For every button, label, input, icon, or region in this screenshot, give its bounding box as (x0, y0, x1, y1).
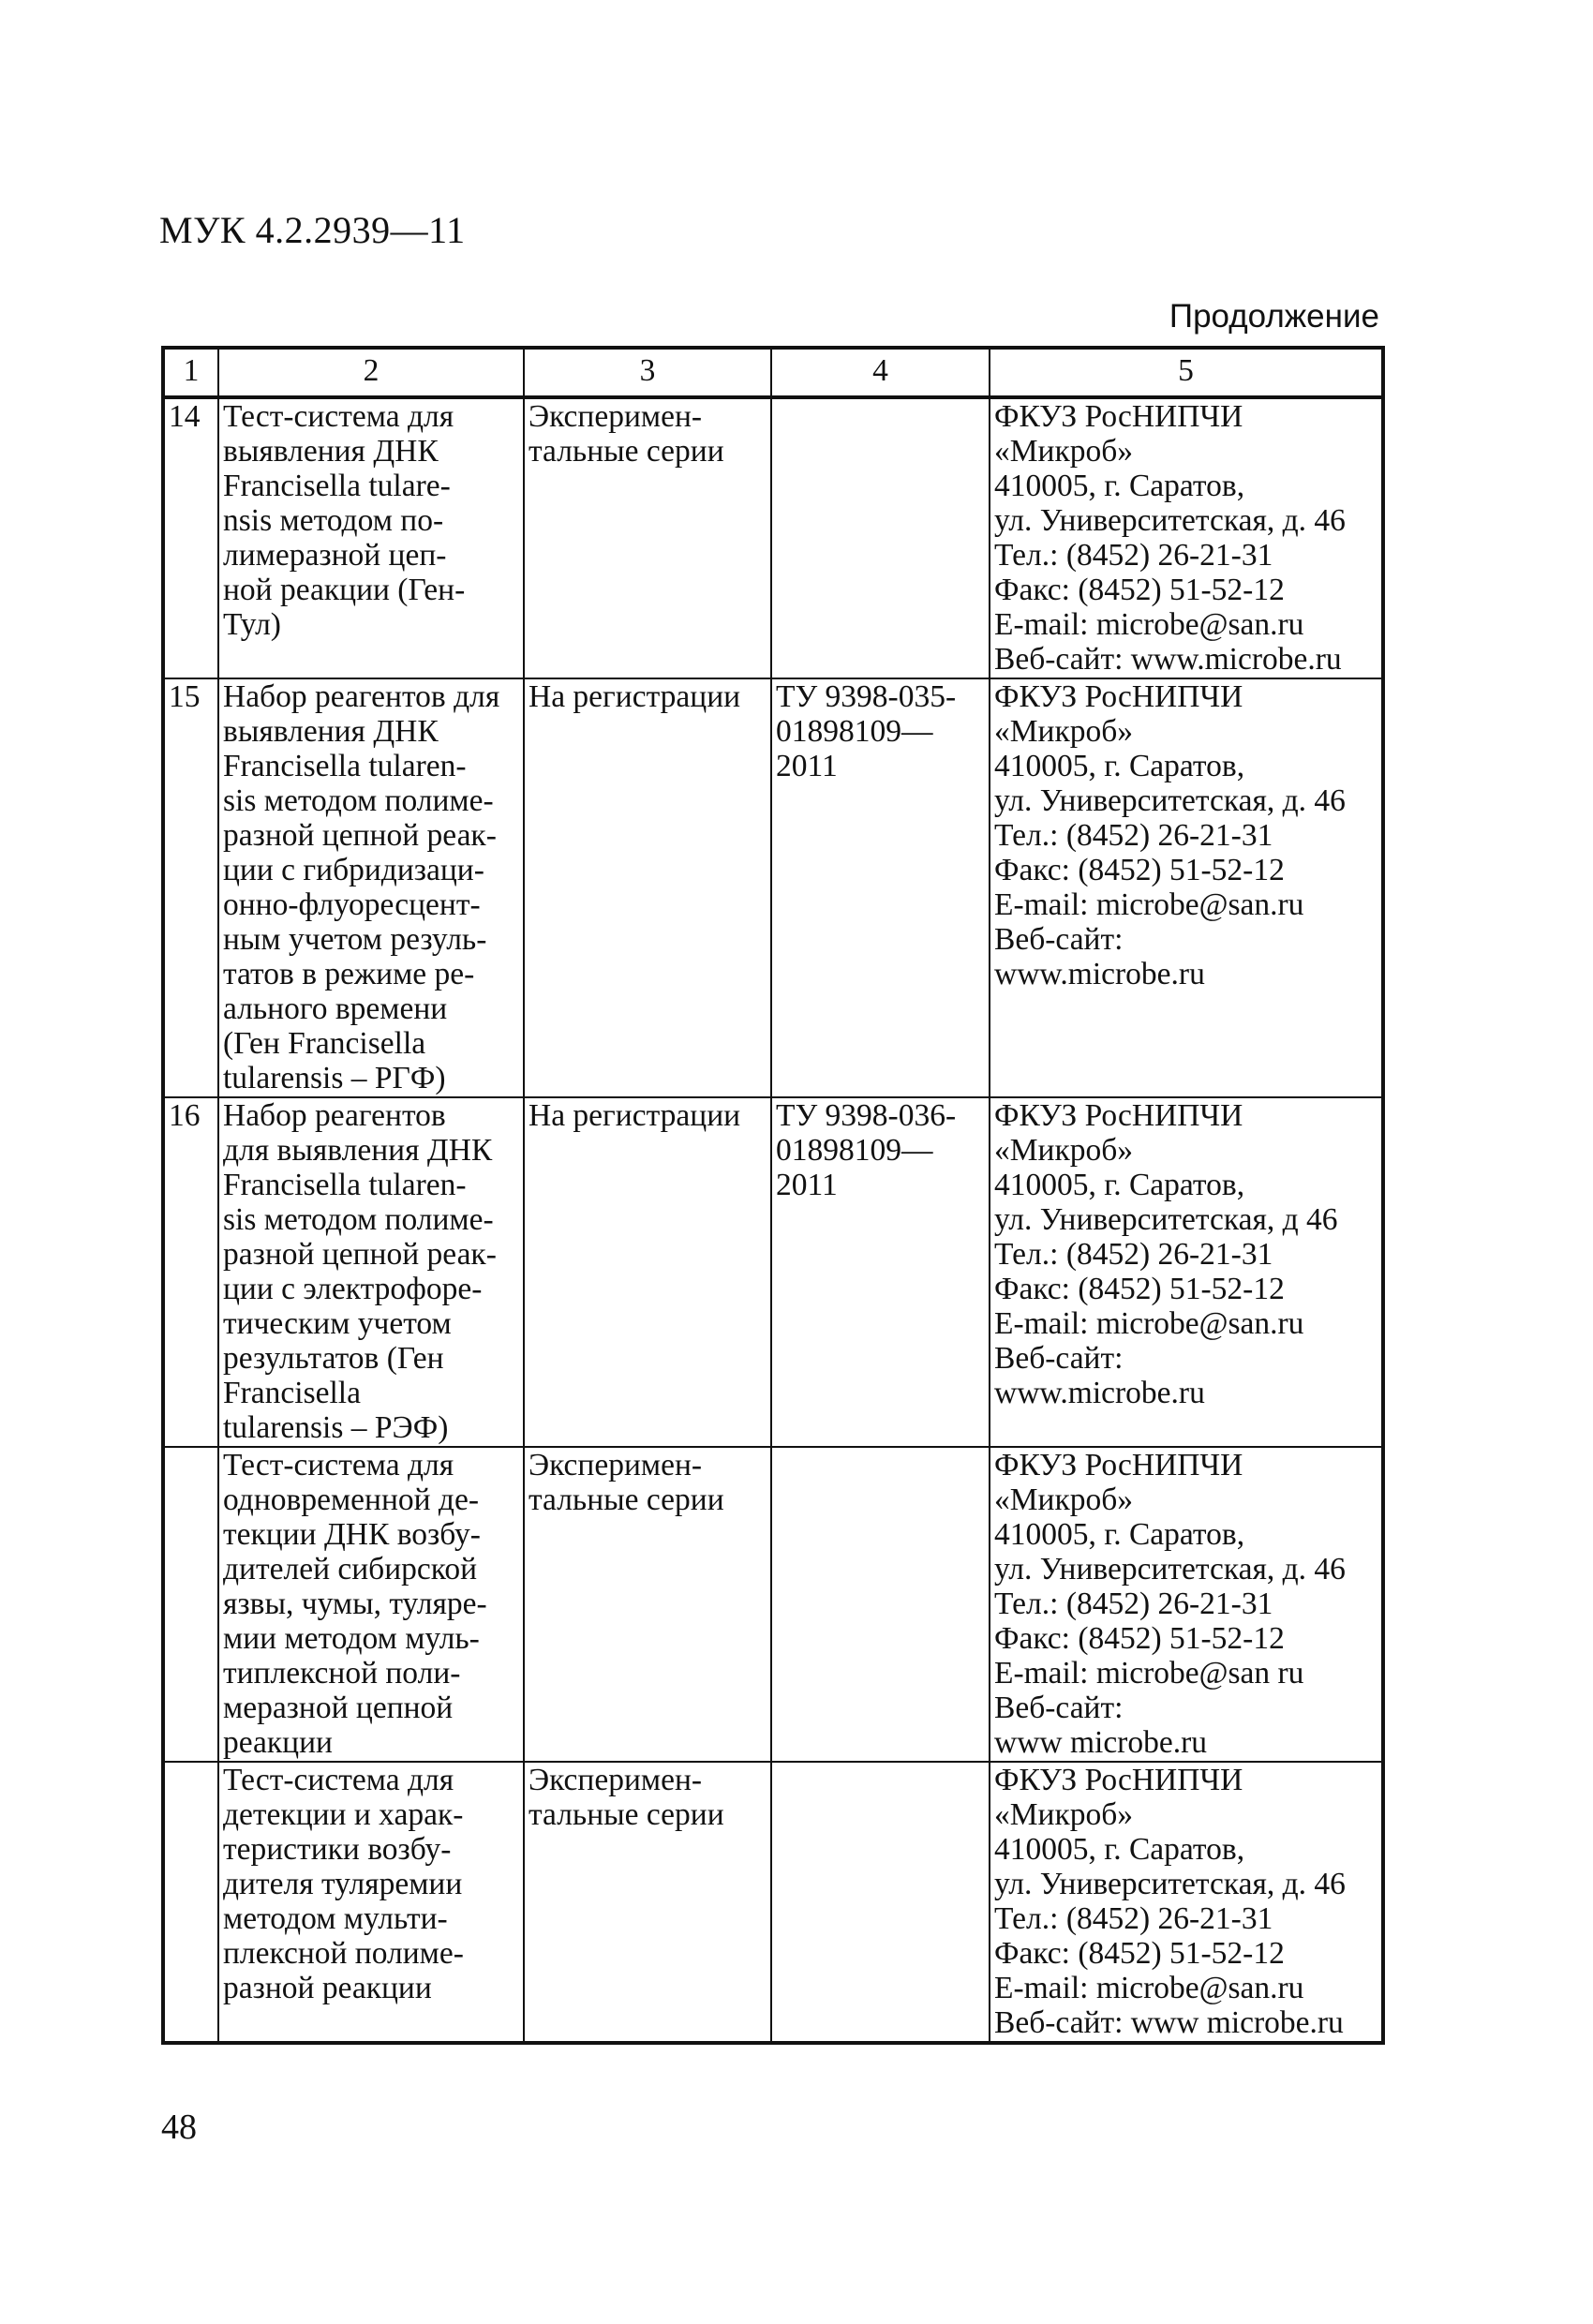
registration-status: На регистрации (524, 678, 771, 1097)
spec-number: ТУ 9398-036- 01898109— 2011 (771, 1097, 990, 1447)
row-number: 15 (163, 678, 218, 1097)
row-number: 14 (163, 397, 218, 678)
table-row (163, 1097, 1383, 1447)
reagents-table (161, 346, 1385, 2045)
product-name: Тест-система для выявления ДНК Francisella tulare- nsis методом по- лимеразной цеп- ной реакции (Ген- Тул) (218, 397, 524, 678)
continuation-label: Продолжение (1169, 298, 1379, 335)
table-row (163, 1447, 1383, 1762)
row-number (163, 1762, 218, 2043)
registration-status: Эксперимен- тальные серии (524, 397, 771, 678)
manufacturer-contact: ФКУЗ РосНИПЧИ «Микроб» 410005, г. Саратов, ул. Университетская, д 46 Тел.: (8452) 26-21-31 Факс: (8452) 51-52-12 E-mail: microbe@san.ru Веб-сайт: www.microbe.ru (990, 1097, 1383, 1447)
manufacturer-contact: ФКУЗ РосНИПЧИ «Микроб» 410005, г. Саратов, ул. Университетская, д. 46 Тел.: (8452) 26-21-31 Факс: (8452) 51-52-12 E-mail: microbe@san.ru Веб-сайт: www microbe.ru (990, 1762, 1383, 2043)
table-body (163, 397, 1383, 2043)
page-number: 48 (161, 2108, 197, 2147)
manufacturer-contact: ФКУЗ РосНИПЧИ «Микроб» 410005, г. Саратов, ул. Университетская, д. 46 Тел.: (8452) 26-21-31 Факс: (8452) 51-52-12 E-mail: microbe@san.ru Веб-сайт: www.microbe.ru (990, 678, 1383, 1097)
table-header (163, 348, 1383, 397)
spec-number: ТУ 9398-035- 01898109— 2011 (771, 678, 990, 1097)
column-header-5: 5 (990, 348, 1383, 397)
spec-number (771, 1447, 990, 1762)
column-header-1: 1 (163, 348, 218, 397)
row-number (163, 1447, 218, 1762)
product-name: Набор реагентов для выявления ДНК Francisella tularen- sis методом полиме- разной цепной реак- ции с гибридизаци- онно-флуоресцент- ным учетом резуль- татов в режиме ре- ального времени (Ген Francisella tularensis – РГФ) (218, 678, 524, 1097)
document-code: МУК 4.2.2939—11 (159, 209, 466, 251)
column-header-4: 4 (771, 348, 990, 397)
product-name: Набор реагентов для выявления ДНК Francisella tularen- sis методом полиме- разной цепной реак- ции с электрофоре- тическим учетом результатов (Ген Francisella tularensis – РЭФ) (218, 1097, 524, 1447)
column-header-2: 2 (218, 348, 524, 397)
manufacturer-contact: ФКУЗ РосНИПЧИ «Микроб» 410005, г. Саратов, ул. Университетская, д. 46 Тел.: (8452) 26-21-31 Факс: (8452) 51-52-12 E-mail: microbe@san.ru Веб-сайт: www.microbe.ru (990, 397, 1383, 678)
manufacturer-contact: ФКУЗ РосНИПЧИ «Микроб» 410005, г. Саратов, ул. Университетская, д. 46 Тел.: (8452) 26-21-31 Факс: (8452) 51-52-12 E-mail: microbe@san ru Веб-сайт: www microbe.ru (990, 1447, 1383, 1762)
table-row (163, 397, 1383, 678)
row-number: 16 (163, 1097, 218, 1447)
registration-status: Эксперимен- тальные серии (524, 1447, 771, 1762)
registration-status: На регистрации (524, 1097, 771, 1447)
product-name: Тест-система для детекции и харак- теристики возбу- дителя туляремии методом мульти- плексной полиме- разной реакции (218, 1762, 524, 2043)
registration-status: Эксперимен- тальные серии (524, 1762, 771, 2043)
header-row (163, 348, 1383, 397)
column-header-3: 3 (524, 348, 771, 397)
spec-number (771, 397, 990, 678)
table-row (163, 678, 1383, 1097)
spec-number (771, 1762, 990, 2043)
product-name: Тест-система для одновременной де- текции ДНК возбу- дителей сибирской язвы, чумы, туляре- мии методом муль- типлексной поли- меразной цепной реакции (218, 1447, 524, 1762)
table-row (163, 1762, 1383, 2043)
